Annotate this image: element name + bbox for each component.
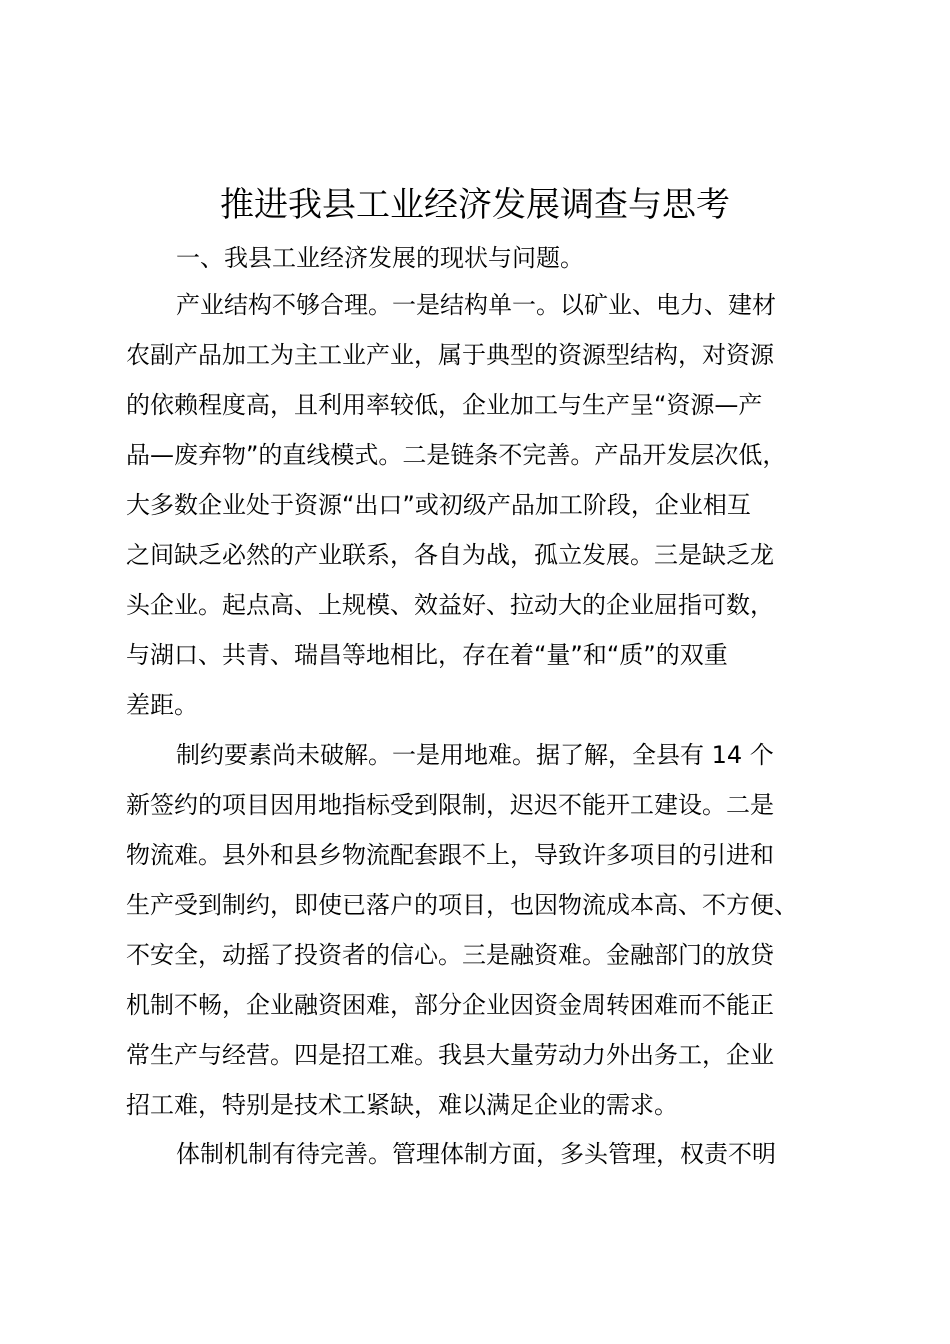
document-title: 推进我县工业经济发展调查与思考 — [220, 185, 730, 225]
paragraph-line: 农副产品加工为主工业产业，属于典型的资源型结构，对资源 — [126, 341, 774, 369]
paragraph-line: 差距。 — [126, 691, 198, 719]
paragraph-line: 不安全，动摇了投资者的信心。三是融资难。金融部门的放贷 — [126, 941, 774, 969]
paragraph-line: 常生产与经营。四是招工难。我县大量劳动力外出务工，企业 — [126, 1041, 774, 1069]
paragraph-line: 的依赖程度高，且利用率较低，企业加工与生产呈“资源—产 — [126, 391, 763, 419]
paragraph-line: 品—废弃物”的直线模式。二是链条不完善。产品开发层次低， — [126, 441, 787, 469]
paragraph-line: 产业结构不够合理。一是结构单一。以矿业、电力、建材 — [176, 291, 776, 319]
paragraph-line: 头企业。起点高、上规模、效益好、拉动大的企业屈指可数， — [126, 591, 774, 619]
paragraph-industrial-structure — [126, 280, 856, 730]
paragraph-line: 与湖口、共青、瑞昌等地相比，存在着“量”和“质”的双重 — [126, 641, 728, 669]
paragraph-line: 生产受到制约，即使已落户的项目，也因物流成本高、不方便、 — [126, 891, 798, 919]
paragraph-line: 制约要素尚未破解。一是用地难。据了解，全县有 14 个 — [176, 741, 774, 769]
paragraph-line: 体制机制有待完善。管理体制方面，多头管理，权责不明 — [176, 1140, 776, 1168]
paragraph-line: 新签约的项目因用地指标受到限制，迟迟不能开工建设。二是 — [126, 791, 774, 819]
paragraph-constraints — [126, 730, 856, 1130]
paragraph-line: 之间缺乏必然的产业联系，各自为战，孤立发展。三是缺乏龙 — [126, 541, 774, 569]
paragraph-line: 招工难，特别是技术工紧缺，难以满足企业的需求。 — [126, 1091, 678, 1119]
section-heading: 一、我县工业经济发展的现状与问题。 — [176, 244, 584, 272]
paragraph-line: 机制不畅，企业融资困难，部分企业因资金周转困难而不能正 — [126, 991, 774, 1019]
paragraph-line: 物流难。县外和县乡物流配套跟不上，导致许多项目的引进和 — [126, 841, 774, 869]
paragraph-institutions — [126, 1129, 856, 1179]
paragraph-line: 大多数企业处于资源“出口”或初级产品加工阶段，企业相互 — [126, 491, 751, 519]
